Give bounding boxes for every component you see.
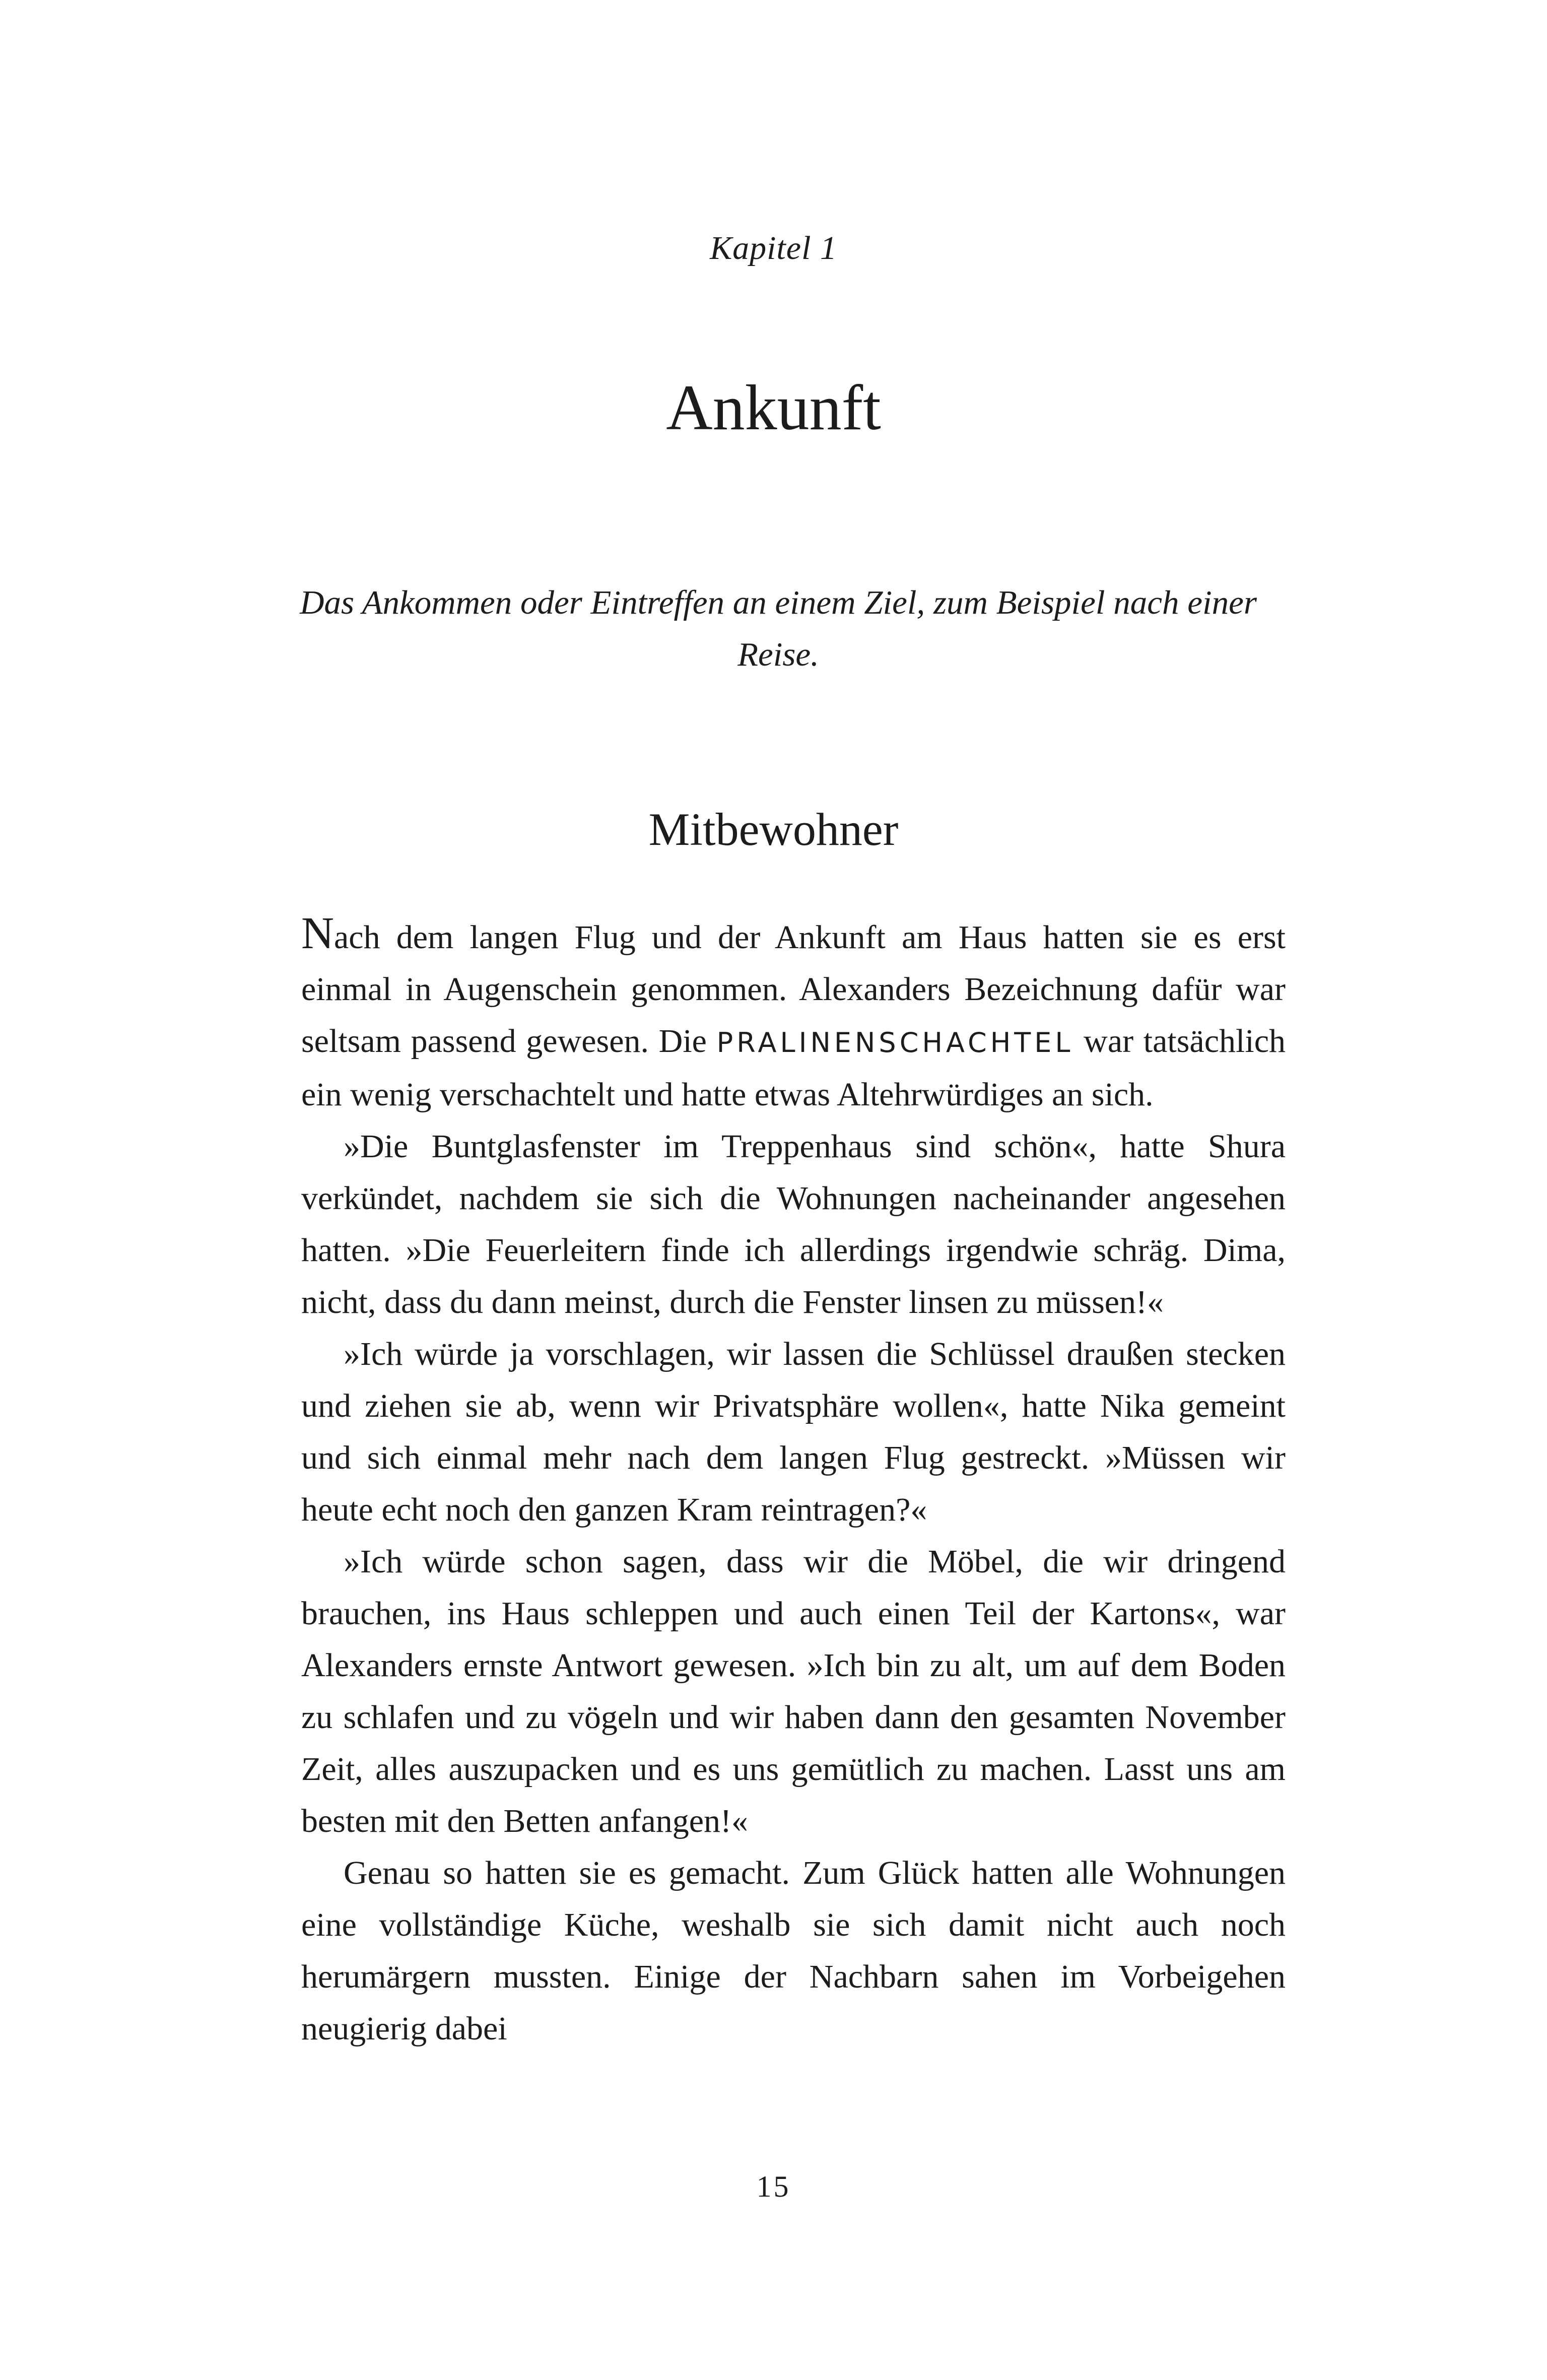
- paragraph-3: »Ich würde ja vorschlagen, wir lassen die Schlüssel draußen stecken und ziehen sie ab, wenn wir Privatsphäre wollen«, hatte Nika gemeint und sich einmal mehr nach dem langen Flug gestreckt. »Müssen wir heute echt noch den ganzen Kram reintragen?«: [301, 1336, 1286, 1528]
- paragraph-5: Genau so hatten sie es gemacht. Zum Glück hatten alle Wohnungen eine vollständige Küche, weshalb sie sich damit nicht auch noch herumärgern mussten. Einige der Nachbarn sahen im Vorbeigehen neugierig dabei: [301, 1855, 1286, 2047]
- section-title: Mitbewohner: [648, 804, 899, 855]
- chapter-epigraph: Das Ankommen oder Eintreffen an einem Ziel, zum Beispiel nach einer Reise.: [300, 584, 1257, 673]
- paragraph-2: »Die Buntglasfenster im Treppenhaus sind schön«, hatte Shura verkündet, nachdem sie sich die Wohnungen nacheinander angesehen hatten. »Die Feuerleitern finde ich allerdings irgendwie schräg. Dima, nicht, dass du dann meinst, durch die Fenster linsen zu müssen!«: [301, 1128, 1286, 1320]
- chapter-label: Kapitel 1: [710, 230, 837, 267]
- page-number: 15: [756, 2170, 791, 2203]
- body-text: [301, 908, 1286, 2055]
- paragraph-1: [301, 908, 1286, 1120]
- drop-cap: N: [301, 908, 334, 958]
- paragraph-1-text-b: war tatsächlich ein wenig verschachtelt und hatte etwas Altehrwürdiges an sich.: [301, 1023, 1286, 1113]
- paragraph-4: »Ich würde schon sagen, dass wir die Möbel, die wir dringend brauchen, ins Haus schleppen und auch einen Teil der Kartons«, war Alexanders ernste Antwort gewesen. »Ich bin zu alt, um auf dem Boden zu schlafen und zu vögeln und wir haben dann den gesamten November Zeit, alles auszupacken und es uns gemütlich zu machen. Lasst uns am besten mit den Betten anfangen!«: [301, 1543, 1286, 1839]
- chapter-title: Ankunft: [666, 372, 881, 443]
- paragraph-1-text-a: ach dem langen Flug und der Ankunft am Haus hatten sie es erst einmal in Augenschein genommen. Alexanders Bezeichnung dafür war seltsam passend gewesen. Die: [301, 919, 1286, 1060]
- house-name-smallcaps: PRALINENSCHACHTEL: [716, 1027, 1074, 1059]
